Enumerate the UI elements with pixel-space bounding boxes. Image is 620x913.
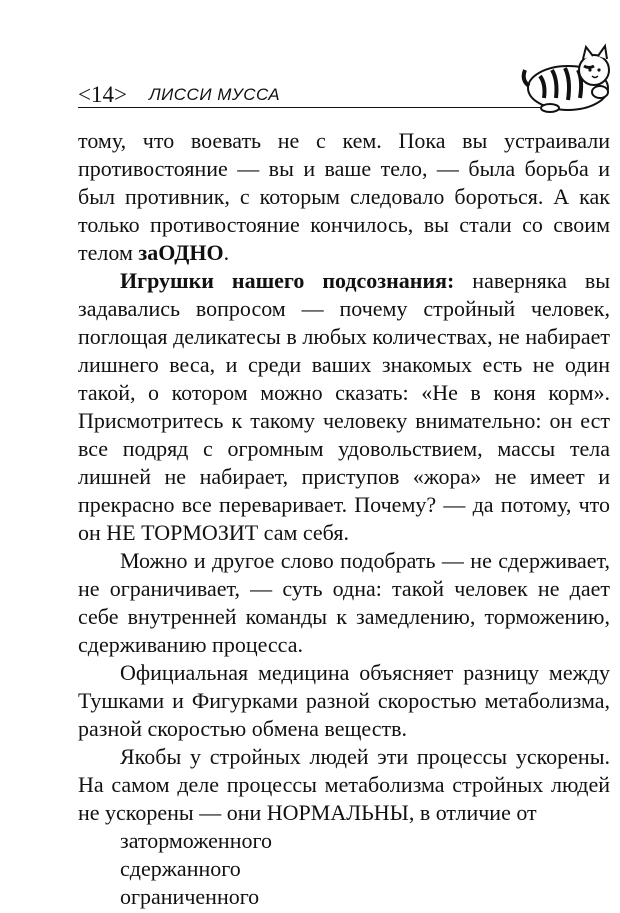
paragraph: тому, что воевать не с кем. Пока вы устраивали противостояние — вы и ваше тело, — была борьба и был противник, с которым следовало бороться. А как только противостояние кончилось, вы стали со своим телом заОДНО. [78,128,610,265]
page-body [78,127,610,911]
list-item: сдержанного [120,856,241,881]
header-rule [78,107,540,108]
list-item: ограниченного [120,884,260,909]
running-title: ЛИССИ МУССА [148,85,281,104]
emphasis-text: заОДНО [138,240,224,265]
paragraph: Можно и другое слово подобрать — не сдерживает, не ограничивает, — суть одна: такой человек не дает себе внутренней команды к замедлению, торможению, сдерживанию процесса. [78,548,610,657]
word-list [78,827,610,911]
striped-cat-illustration [520,42,615,114]
paragraph: Официальная медицина объясняет разницу между Тушками и Фигурками разной скоростью метаболизма, разной скоростью обмена веществ. [78,660,610,741]
list-item: заторможенного [120,828,272,853]
paragraph-heading: Игрушки нашего подсознания: [120,268,455,293]
paragraph: Игрушки нашего подсознания: наверняка вы задавались вопросом — почему стройный человек, поглощая деликатесы в любых количествах, не набирает лишнего веса, и среди ваших знакомых есть не один такой, о котором можно сказать: «Не в коня корм». Присмотритесь к такому человеку внимательно: он ест все подряд с огромным удовольствием, массы тела лишней не набирает, приступов «жора» не имеет и прекрасно все переваривает. Почему? — да потому, что он НЕ ТОРМОЗИТ сам себя. [78,268,610,545]
paragraph: Якобы у стройных людей эти процессы ускорены. На самом деле процессы метаболизма стройных людей не ускорены — они НОРМАЛЬНЫ, в отличие от [78,744,610,825]
page-number: <14> [78,82,127,107]
